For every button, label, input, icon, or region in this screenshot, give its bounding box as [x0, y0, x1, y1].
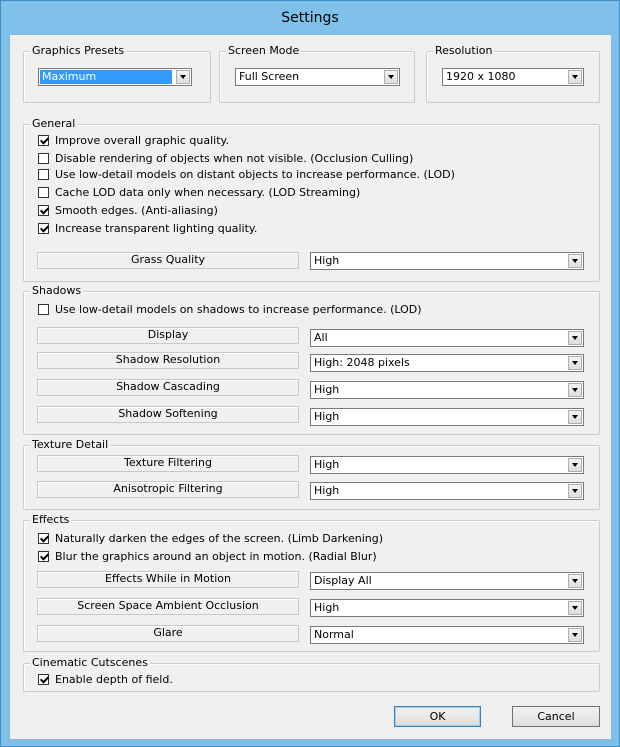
checkbox-box[interactable]	[38, 533, 49, 544]
graphics-presets-combo[interactable]	[38, 68, 192, 86]
effects-in-motion-combo[interactable]	[310, 572, 584, 590]
grass-quality-label: Grass Quality	[37, 252, 299, 269]
settings-client-area	[9, 34, 612, 740]
group-resolution-legend: Resolution	[435, 44, 493, 57]
texture-filtering-combo[interactable]	[310, 456, 584, 474]
chevron-down-icon	[568, 628, 582, 642]
chevron-down-icon	[568, 254, 582, 268]
screen-mode-value: Full Screen	[239, 70, 300, 83]
grass-quality-value: High	[314, 254, 340, 267]
cancel-button[interactable]: Cancel	[512, 706, 600, 727]
chevron-down-icon	[568, 70, 582, 84]
anisotropic-filtering-value: High	[314, 484, 340, 497]
graphics-presets-value: Maximum	[40, 70, 172, 84]
check-label: Enable depth of field.	[55, 673, 173, 686]
group-screen-mode	[219, 44, 415, 103]
ok-button[interactable]: OK	[394, 706, 481, 727]
chevron-down-icon	[176, 70, 190, 84]
group-cinematic-legend: Cinematic Cutscenes	[32, 656, 148, 669]
group-general-legend: General	[32, 117, 76, 130]
group-cinematic-cutscenes	[23, 656, 600, 692]
shadow-softening-value: High	[314, 410, 340, 423]
effects-in-motion-value: Display All	[314, 574, 372, 587]
check-label: Blur the graphics around an object in motion. (Radial Blur)	[55, 550, 377, 563]
group-shadows-legend: Shadows	[32, 284, 82, 297]
anisotropic-filtering-combo[interactable]	[310, 482, 584, 500]
shadow-cascading-combo[interactable]	[310, 381, 584, 399]
check-label: Cache LOD data only when necessary. (LOD Streaming)	[55, 186, 361, 199]
group-graphics-presets	[23, 44, 211, 103]
effects-in-motion-label: Effects While in Motion	[37, 571, 299, 588]
group-texture-detail	[23, 438, 600, 510]
check-label: Use low-detail models on distant objects to increase performance. (LOD)	[55, 168, 455, 181]
glare-value: Normal	[314, 628, 354, 641]
check-label: Smooth edges. (Anti-aliasing)	[55, 204, 218, 217]
checkbox-box[interactable]	[38, 187, 49, 198]
group-texture-detail-legend: Texture Detail	[32, 438, 109, 451]
anisotropic-filtering-label: Anisotropic Filtering	[37, 481, 299, 498]
chevron-down-icon	[568, 356, 582, 370]
group-graphics-presets-legend: Graphics Presets	[32, 44, 125, 57]
texture-filtering-value: High	[314, 458, 340, 471]
chevron-down-icon	[568, 410, 582, 424]
window-title: Settings	[281, 10, 339, 26]
group-resolution	[426, 44, 600, 103]
group-effects-legend: Effects	[32, 513, 70, 526]
chevron-down-icon	[568, 458, 582, 472]
chevron-down-icon	[384, 70, 398, 84]
checkbox-box[interactable]	[38, 551, 49, 562]
checkbox-box[interactable]	[38, 674, 49, 685]
shadow-softening-combo[interactable]	[310, 408, 584, 426]
chevron-down-icon	[568, 383, 582, 397]
chevron-down-icon	[568, 484, 582, 498]
checkbox-box[interactable]	[38, 169, 49, 180]
shadow-cascading-value: High	[314, 383, 340, 396]
resolution-combo[interactable]	[442, 68, 584, 86]
checkbox-box[interactable]	[38, 223, 49, 234]
ssao-value: High	[314, 601, 340, 614]
glare-label: Glare	[37, 625, 299, 642]
ssao-label: Screen Space Ambient Occlusion	[37, 598, 299, 615]
checkbox-box[interactable]	[38, 304, 49, 315]
display-value: All	[314, 331, 328, 344]
check-label: Disable rendering of objects when not visible. (Occlusion Culling)	[55, 152, 414, 165]
checkbox-box[interactable]	[38, 153, 49, 164]
group-effects	[23, 513, 600, 652]
glare-combo[interactable]	[310, 626, 584, 644]
check-label: Increase transparent lighting quality.	[55, 222, 258, 235]
shadow-softening-label: Shadow Softening	[37, 406, 299, 423]
display-label: Display	[37, 327, 299, 344]
group-shadows	[23, 284, 600, 435]
check-label: Use low-detail models on shadows to increase performance. (LOD)	[55, 303, 422, 316]
check-label: Improve overall graphic quality.	[55, 134, 229, 147]
chevron-down-icon	[568, 574, 582, 588]
texture-filtering-label: Texture Filtering	[37, 455, 299, 472]
shadow-resolution-combo[interactable]	[310, 354, 584, 372]
grass-quality-combo[interactable]	[310, 252, 584, 270]
checkbox-box[interactable]	[38, 205, 49, 216]
screen-mode-combo[interactable]	[235, 68, 400, 86]
group-screen-mode-legend: Screen Mode	[228, 44, 300, 57]
shadow-resolution-label: Shadow Resolution	[37, 352, 299, 369]
chevron-down-icon	[568, 331, 582, 345]
checkbox-box[interactable]	[38, 135, 49, 146]
check-label: Naturally darken the edges of the screen. (Limb Darkening)	[55, 532, 384, 545]
ssao-combo[interactable]	[310, 599, 584, 617]
display-combo[interactable]	[310, 329, 584, 347]
shadow-resolution-value: High: 2048 pixels	[314, 356, 410, 369]
chevron-down-icon	[568, 601, 582, 615]
resolution-value: 1920 x 1080	[446, 70, 516, 83]
shadow-cascading-label: Shadow Cascading	[37, 379, 299, 396]
group-general	[23, 117, 600, 282]
